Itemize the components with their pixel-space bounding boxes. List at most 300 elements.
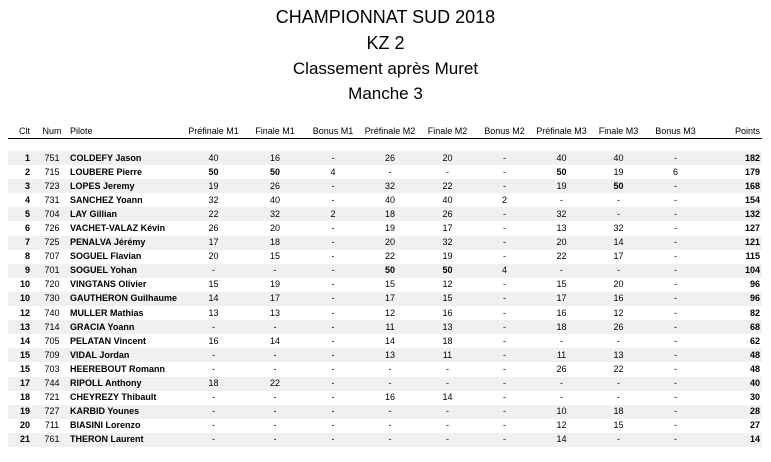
col-header-points: Points (704, 124, 762, 139)
cell-bm3: - (674, 251, 677, 262)
table-row (8, 334, 762, 348)
col-header-prefinale-m2: Préfinale M2 (361, 124, 419, 139)
cell-fm2: - (419, 377, 476, 391)
cell-bm1: - (305, 292, 361, 306)
cell-pm3: 18 (533, 320, 590, 334)
col-header-num: Num (34, 124, 70, 139)
cell-pm3: 50 (556, 166, 567, 177)
table-row (8, 419, 762, 433)
cell-pm2: 17 (361, 292, 419, 306)
cell-pm1: 20 (208, 251, 219, 262)
cell-pm1: 14 (182, 292, 245, 306)
cell-fm2: 12 (442, 279, 453, 290)
cell-fm1: - (245, 405, 305, 419)
cell-num: 721 (44, 392, 60, 403)
cell-pts: 132 (704, 207, 762, 221)
cell-fm1: - (245, 320, 305, 334)
cell-fm1: 17 (245, 292, 305, 306)
spacer-row (8, 139, 762, 152)
cell-pilote: VIDAL Jordan (70, 348, 182, 362)
cell-bm2: - (476, 151, 533, 165)
cell-bm3: - (647, 320, 704, 334)
cell-bm3: - (647, 151, 704, 165)
cell-clt: 2 (24, 166, 30, 177)
cell-bm3: - (647, 236, 704, 250)
cell-clt: 7 (8, 236, 34, 250)
cell-fm1: 15 (269, 251, 280, 262)
cell-pm2: 19 (384, 223, 395, 234)
cell-fm2: 13 (419, 320, 476, 334)
col-header-prefinale-m1: Préfinale M1 (182, 124, 245, 139)
cell-pilote: PENALVA Jérémy (70, 236, 182, 250)
cell-bm2: - (476, 236, 533, 250)
table-row (8, 362, 762, 376)
cell-fm2: 40 (442, 194, 453, 205)
cell-pm2: 15 (384, 279, 395, 290)
cell-num: 731 (44, 194, 60, 205)
table-row (8, 391, 762, 405)
cell-num: 715 (44, 166, 60, 177)
cell-pts: 62 (749, 335, 760, 346)
cell-bm1: - (331, 392, 335, 403)
cell-clt: 21 (8, 433, 34, 447)
cell-pm2: 18 (361, 207, 419, 221)
results-table (8, 124, 762, 447)
col-header-bonus-m1: Bonus M1 (305, 124, 361, 139)
cell-pm3: - (560, 335, 563, 346)
cell-pm1: - (212, 363, 215, 374)
cell-clt: 12 (19, 307, 30, 318)
cell-pilote: MULLER Mathias (70, 307, 144, 318)
cell-pm2: - (361, 433, 419, 447)
table-row (8, 320, 762, 334)
round-title: Manche 3 (348, 84, 423, 103)
cell-fm3: 13 (590, 348, 647, 362)
cell-pm2: 11 (361, 320, 419, 334)
cell-pm1: 15 (208, 279, 219, 290)
cell-bm1: 4 (330, 166, 336, 177)
col-header-finale-m3: Finale M3 (590, 124, 647, 139)
col-header-pilote: Pilote (70, 124, 182, 139)
cell-bm3: - (674, 194, 677, 205)
category-title: KZ 2 (366, 33, 405, 53)
cell-pilote: RIPOLL Anthony (70, 377, 182, 391)
cell-pm3: 26 (556, 363, 567, 374)
cell-fm3: 17 (613, 251, 624, 262)
cell-pilote: SOGUEL Yohan (70, 264, 182, 278)
cell-fm3: - (617, 392, 620, 403)
cell-pts: 96 (704, 292, 762, 306)
cell-num: 740 (44, 307, 60, 318)
cell-pilote: CHEYREZY Thibault (70, 392, 157, 403)
cell-pm3: 20 (533, 236, 590, 250)
col-header-prefinale-m3: Préfinale M3 (533, 124, 590, 139)
cell-num: 701 (34, 264, 70, 278)
cell-bm1: - (331, 194, 335, 205)
cell-fm3: 32 (613, 223, 624, 234)
cell-num: 705 (44, 335, 60, 346)
table-row (8, 405, 762, 419)
results-body (8, 139, 762, 447)
cell-bm2: - (476, 292, 533, 306)
cell-pilote: VACHET-VALAZ Kévin (70, 223, 166, 234)
cell-bm1: - (305, 377, 361, 391)
cell-bm3: - (674, 420, 677, 431)
cell-pilote: HEEREBOUT Romann (70, 363, 166, 374)
cell-pm2: 22 (384, 251, 395, 262)
cell-pilote: BIASINI Lorenzo (70, 420, 141, 431)
cell-fm2: - (446, 166, 449, 177)
cell-pm1: 26 (208, 223, 219, 234)
cell-pts: 115 (745, 251, 760, 262)
cell-pilote: LAY Gillian (70, 207, 182, 221)
cell-fm1: 26 (245, 179, 305, 193)
cell-clt: 8 (24, 251, 30, 262)
cell-pm3: 16 (556, 307, 567, 318)
cell-num: 723 (34, 179, 70, 193)
cell-pilote: GAUTHERON Guilhaume (70, 292, 182, 306)
col-header-finale-m1: Finale M1 (245, 124, 305, 139)
cell-fm1: - (245, 348, 305, 362)
cell-fm3: - (617, 335, 620, 346)
cell-fm2: 11 (419, 348, 476, 362)
col-header-finale-m2: Finale M2 (419, 124, 476, 139)
table-header-row (8, 124, 762, 139)
cell-bm2: - (476, 320, 533, 334)
cell-clt: 9 (8, 264, 34, 278)
table-row (8, 250, 762, 264)
cell-fm2: 50 (419, 264, 476, 278)
cell-fm2: 18 (442, 335, 453, 346)
cell-bm3: - (674, 392, 677, 403)
cell-fm3: 50 (590, 179, 647, 193)
cell-pm3: - (533, 377, 590, 391)
cell-fm1: - (245, 433, 305, 447)
cell-pm1: - (182, 320, 245, 334)
cell-bm2: - (476, 433, 533, 447)
cell-bm3: - (647, 405, 704, 419)
cell-pilote: LOPES Jeremy (70, 179, 182, 193)
cell-pts: 154 (744, 194, 760, 205)
table-row (8, 165, 762, 179)
cell-fm1: - (273, 392, 277, 403)
cell-fm2: 22 (419, 179, 476, 193)
cell-pm1: 32 (208, 194, 219, 205)
cell-bm1: - (331, 279, 335, 290)
cell-pts: 30 (749, 392, 760, 403)
col-header-clt: Clt (8, 124, 34, 139)
cell-bm3: - (674, 279, 677, 290)
cell-pm3: 14 (533, 433, 590, 447)
cell-bm3: - (647, 377, 704, 391)
cell-pts: 96 (749, 279, 760, 290)
table-row (8, 264, 762, 278)
cell-clt: 17 (8, 377, 34, 391)
cell-fm3: - (590, 377, 647, 391)
cell-clt: 5 (8, 207, 34, 221)
cell-pm1: 13 (208, 307, 219, 318)
cell-pilote: LOUBERE Pierre (70, 166, 143, 177)
cell-pm2: 14 (384, 335, 395, 346)
cell-fm2: - (446, 420, 449, 431)
cell-pm3: 40 (533, 151, 590, 165)
cell-pm2: - (361, 377, 419, 391)
cell-pm1: - (212, 420, 215, 431)
cell-pm1: 22 (182, 207, 245, 221)
cell-fm1: 40 (269, 194, 280, 205)
cell-pilote: SANCHEZ Yoann (70, 194, 143, 205)
cell-bm3: - (647, 433, 704, 447)
cell-clt: 20 (19, 420, 30, 431)
cell-clt: 15 (8, 348, 34, 362)
cell-clt: 18 (19, 392, 30, 403)
cell-clt: 4 (24, 194, 30, 205)
cell-fm2: 20 (419, 151, 476, 165)
cell-num: 730 (34, 292, 70, 306)
cell-pm3: 12 (556, 420, 567, 431)
cell-num: 707 (44, 251, 60, 262)
cell-fm1: 18 (245, 236, 305, 250)
cell-bm2: 4 (476, 264, 533, 278)
cell-pm2: 16 (384, 392, 395, 403)
cell-fm3: 16 (590, 292, 647, 306)
cell-fm1: - (245, 264, 305, 278)
cell-bm2: - (503, 420, 506, 431)
cell-bm1: - (331, 251, 335, 262)
cell-pm1: 18 (182, 377, 245, 391)
cell-num: 709 (34, 348, 70, 362)
table-row (8, 433, 762, 447)
table-row (8, 292, 762, 306)
cell-fm2: - (446, 363, 449, 374)
cell-num: 727 (34, 405, 70, 419)
cell-pm3: 22 (556, 251, 567, 262)
cell-bm2: - (476, 179, 533, 193)
cell-bm1: - (331, 223, 335, 234)
cell-bm3: - (647, 207, 704, 221)
cell-fm1: 50 (269, 166, 280, 177)
cell-pm2: 12 (384, 307, 395, 318)
cell-pilote: SOGUEL Flavian (70, 251, 142, 262)
table-row (8, 377, 762, 391)
cell-bm1: - (305, 264, 361, 278)
cell-pts: 28 (704, 405, 762, 419)
cell-pm2: 13 (361, 348, 419, 362)
cell-pm2: - (388, 166, 392, 177)
cell-pilote: GRACIA Yoann (70, 320, 182, 334)
cell-bm1: 2 (305, 207, 361, 221)
cell-pm1: - (182, 405, 245, 419)
cell-pm2: - (388, 420, 392, 431)
cell-bm1: - (305, 179, 361, 193)
cell-fm2: - (419, 433, 476, 447)
cell-pm2: 20 (361, 236, 419, 250)
cell-pm3: 15 (556, 279, 567, 290)
cell-pm3: 32 (533, 207, 590, 221)
cell-pm1: 19 (182, 179, 245, 193)
cell-clt: 10 (19, 279, 30, 290)
cell-fm1: 20 (269, 223, 280, 234)
cell-fm3: 26 (590, 320, 647, 334)
cell-pm2: - (388, 363, 392, 374)
cell-pm2: 40 (384, 194, 395, 205)
cell-clt: 10 (8, 292, 34, 306)
cell-fm2: 17 (442, 223, 453, 234)
cell-pts: 48 (749, 363, 760, 374)
cell-bm3: - (647, 348, 704, 362)
cell-pm2: - (361, 405, 419, 419)
cell-pm3: 10 (533, 405, 590, 419)
cell-num: 714 (34, 320, 70, 334)
cell-fm1: 16 (245, 151, 305, 165)
table-row (8, 221, 762, 235)
cell-pm3: 13 (556, 223, 567, 234)
cell-bm2: - (476, 405, 533, 419)
cell-pilote: KARBID Younes (70, 405, 182, 419)
cell-bm2: 2 (501, 194, 507, 205)
cell-pm2: 50 (361, 264, 419, 278)
cell-clt: 19 (8, 405, 34, 419)
col-header-bonus-m2: Bonus M2 (476, 124, 533, 139)
cell-pm1: 50 (208, 166, 219, 177)
table-row (8, 278, 762, 292)
cell-pm3: - (560, 392, 563, 403)
cell-fm3: 19 (613, 166, 624, 177)
cell-pts: 168 (704, 179, 762, 193)
cell-fm1: 13 (269, 307, 280, 318)
cell-bm3: - (674, 223, 677, 234)
cell-bm2: - (503, 223, 506, 234)
cell-num: 744 (34, 377, 70, 391)
cell-bm1: - (305, 433, 361, 447)
cell-bm2: - (476, 377, 533, 391)
cell-fm3: - (590, 207, 647, 221)
cell-fm2: 16 (442, 307, 453, 318)
cell-pts: 14 (704, 433, 762, 447)
cell-bm3: - (674, 307, 677, 318)
cell-bm2: - (503, 166, 506, 177)
cell-pm1: - (182, 264, 245, 278)
table-row (8, 151, 762, 165)
cell-fm3: 40 (590, 151, 647, 165)
cell-clt: 15 (19, 363, 30, 374)
cell-bm1: - (305, 236, 361, 250)
cell-bm2: - (503, 363, 506, 374)
cell-bm1: - (331, 363, 335, 374)
cell-num: 711 (44, 420, 60, 431)
cell-bm2: - (503, 251, 506, 262)
cell-pts: 121 (704, 236, 762, 250)
cell-bm2: - (476, 207, 533, 221)
cell-pilote: PELATAN Vincent (70, 335, 147, 346)
cell-fm3: 14 (590, 236, 647, 250)
cell-bm1: - (331, 420, 335, 431)
cell-pilote: VINGTANS Olivier (70, 279, 147, 290)
cell-clt: 13 (8, 320, 34, 334)
cell-bm1: - (331, 307, 335, 318)
cell-bm2: - (503, 307, 506, 318)
cell-bm3: - (647, 264, 704, 278)
cell-bm1: - (305, 151, 361, 165)
cell-bm2: - (476, 348, 533, 362)
cell-pilote: COLDEFY Jason (70, 151, 182, 165)
table-row (8, 236, 762, 250)
cell-pm3: 11 (533, 348, 590, 362)
cell-fm1: 22 (245, 377, 305, 391)
cell-pts: 127 (744, 223, 760, 234)
col-header-bonus-m3: Bonus M3 (647, 124, 704, 139)
cell-pm3: - (533, 264, 590, 278)
cell-pm3: - (560, 194, 563, 205)
cell-num: 725 (34, 236, 70, 250)
cell-pts: 104 (704, 264, 762, 278)
cell-pm1: - (182, 348, 245, 362)
cell-num: 761 (34, 433, 70, 447)
cell-bm2: - (503, 392, 506, 403)
cell-pm2: 32 (361, 179, 419, 193)
cell-pts: 179 (744, 166, 760, 177)
cell-bm1: - (305, 405, 361, 419)
cell-clt: 1 (8, 151, 34, 165)
table-row (8, 348, 762, 362)
cell-bm3: - (674, 335, 677, 346)
cell-fm3: - (590, 433, 647, 447)
cell-bm1: - (305, 348, 361, 362)
cell-pm1: - (182, 433, 245, 447)
cell-bm1: - (331, 335, 335, 346)
cell-pm1: 17 (182, 236, 245, 250)
table-row (8, 193, 762, 207)
cell-pm1: 40 (182, 151, 245, 165)
cell-bm2: - (503, 335, 506, 346)
cell-fm1: 32 (245, 207, 305, 221)
cell-pts: 40 (704, 377, 762, 391)
table-row (8, 306, 762, 320)
cell-fm2: 32 (419, 236, 476, 250)
cell-num: 720 (44, 279, 60, 290)
cell-pts: 27 (749, 420, 760, 431)
cell-fm3: 20 (613, 279, 624, 290)
cell-fm3: - (617, 194, 620, 205)
cell-fm3: - (590, 264, 647, 278)
cell-pts: 182 (704, 151, 762, 165)
cell-pm2: 26 (361, 151, 419, 165)
championship-title: CHAMPIONNAT SUD 2018 (275, 7, 496, 27)
cell-fm2: 14 (442, 392, 453, 403)
cell-fm3: 22 (613, 363, 624, 374)
cell-pts: 68 (704, 320, 762, 334)
cell-fm2: - (419, 405, 476, 419)
cell-pm3: 17 (533, 292, 590, 306)
cell-fm1: 19 (269, 279, 280, 290)
cell-fm1: 14 (269, 335, 280, 346)
cell-clt: 3 (8, 179, 34, 193)
cell-fm1: - (273, 420, 277, 431)
cell-num: 726 (44, 223, 60, 234)
cell-fm2: 19 (442, 251, 453, 262)
cell-clt: 6 (24, 223, 30, 234)
spacer-cell (8, 139, 762, 152)
cell-pts: 82 (749, 307, 760, 318)
cell-pm1: 16 (208, 335, 219, 346)
cell-pm3: 19 (533, 179, 590, 193)
cell-bm1: - (305, 320, 361, 334)
cell-bm3: - (647, 292, 704, 306)
cell-num: 703 (44, 363, 60, 374)
cell-fm1: - (273, 363, 277, 374)
cell-bm3: - (674, 363, 677, 374)
cell-pilote: THERON Laurent (70, 433, 182, 447)
